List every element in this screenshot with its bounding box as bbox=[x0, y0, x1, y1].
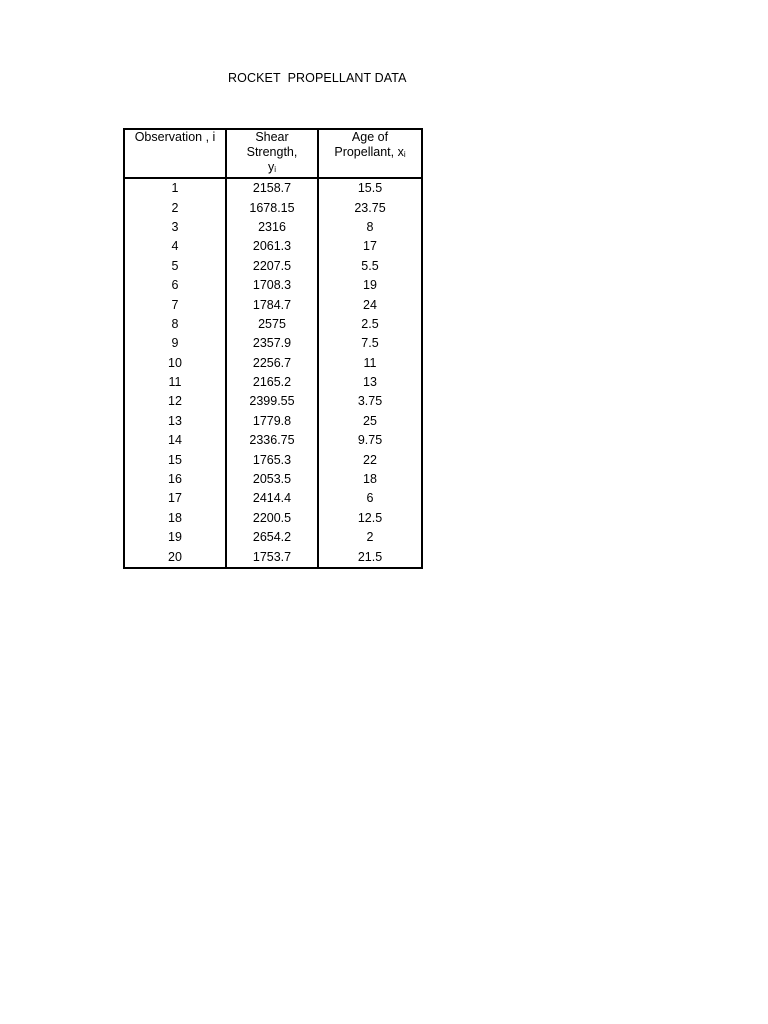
cell-observation: 1 bbox=[124, 178, 226, 198]
cell-observation: 8 bbox=[124, 315, 226, 334]
table-row bbox=[124, 509, 422, 528]
cell-age: 13 bbox=[318, 373, 422, 392]
cell-observation: 16 bbox=[124, 470, 226, 489]
cell-age: 21.5 bbox=[318, 547, 422, 567]
cell-shear-strength: 2399.55 bbox=[226, 392, 318, 411]
cell-age: 22 bbox=[318, 450, 422, 469]
table-row bbox=[124, 470, 422, 489]
header-shear-subscript: i bbox=[274, 165, 277, 174]
cell-age: 2 bbox=[318, 528, 422, 547]
table-row bbox=[124, 412, 422, 431]
cell-observation: 13 bbox=[124, 412, 226, 431]
cell-age: 19 bbox=[318, 276, 422, 295]
table-row bbox=[124, 257, 422, 276]
cell-observation: 6 bbox=[124, 276, 226, 295]
table-row bbox=[124, 489, 422, 508]
cell-age: 24 bbox=[318, 295, 422, 314]
cell-age: 3.75 bbox=[318, 392, 422, 411]
table-body bbox=[124, 178, 422, 568]
table-header-row bbox=[124, 129, 422, 178]
cell-age: 25 bbox=[318, 412, 422, 431]
header-age-label-line1: Age of bbox=[351, 130, 389, 144]
cell-age: 15.5 bbox=[318, 178, 422, 198]
cell-age: 9.75 bbox=[318, 431, 422, 450]
cell-shear-strength: 1678.15 bbox=[226, 198, 318, 217]
cell-observation: 11 bbox=[124, 373, 226, 392]
cell-observation: 14 bbox=[124, 431, 226, 450]
cell-age: 2.5 bbox=[318, 315, 422, 334]
header-observation-label: Observation , i bbox=[134, 130, 216, 144]
cell-shear-strength: 2414.4 bbox=[226, 489, 318, 508]
table-row bbox=[124, 218, 422, 237]
cell-observation: 15 bbox=[124, 450, 226, 469]
table-row bbox=[124, 295, 422, 314]
cell-observation: 18 bbox=[124, 509, 226, 528]
cell-shear-strength: 2256.7 bbox=[226, 354, 318, 373]
cell-shear-strength: 2575 bbox=[226, 315, 318, 334]
table-row bbox=[124, 315, 422, 334]
cell-shear-strength: 1784.7 bbox=[226, 295, 318, 314]
cell-observation: 20 bbox=[124, 547, 226, 567]
cell-shear-strength: 2336.75 bbox=[226, 431, 318, 450]
table-row bbox=[124, 178, 422, 198]
header-shear-var: y bbox=[267, 160, 275, 174]
table-row bbox=[124, 450, 422, 469]
propellant-data-table bbox=[123, 128, 423, 569]
header-age-subscript: i bbox=[403, 150, 406, 159]
table-row bbox=[124, 198, 422, 217]
cell-shear-strength: 2061.3 bbox=[226, 237, 318, 256]
cell-observation: 3 bbox=[124, 218, 226, 237]
cell-age: 6 bbox=[318, 489, 422, 508]
cell-age: 17 bbox=[318, 237, 422, 256]
cell-observation: 5 bbox=[124, 257, 226, 276]
cell-age: 12.5 bbox=[318, 509, 422, 528]
table-row bbox=[124, 237, 422, 256]
header-shear-strength bbox=[226, 129, 318, 178]
cell-shear-strength: 2316 bbox=[226, 218, 318, 237]
table-row bbox=[124, 276, 422, 295]
header-age-prefix: Propellant, x bbox=[334, 145, 404, 159]
cell-shear-strength: 1708.3 bbox=[226, 276, 318, 295]
table-row bbox=[124, 334, 422, 353]
cell-shear-strength: 1753.7 bbox=[226, 547, 318, 567]
cell-observation: 4 bbox=[124, 237, 226, 256]
cell-observation: 10 bbox=[124, 354, 226, 373]
table-row bbox=[124, 392, 422, 411]
header-age-label-line2 bbox=[321, 145, 419, 162]
table-row bbox=[124, 528, 422, 547]
cell-age: 5.5 bbox=[318, 257, 422, 276]
header-observation bbox=[124, 129, 226, 178]
cell-shear-strength: 2158.7 bbox=[226, 178, 318, 198]
cell-shear-strength: 2654.2 bbox=[226, 528, 318, 547]
header-shear-label: Shear Strength, bbox=[246, 130, 298, 159]
cell-age: 8 bbox=[318, 218, 422, 237]
cell-age: 11 bbox=[318, 354, 422, 373]
header-shear-symbol bbox=[229, 160, 315, 177]
header-age bbox=[318, 129, 422, 178]
cell-shear-strength: 1765.3 bbox=[226, 450, 318, 469]
cell-observation: 7 bbox=[124, 295, 226, 314]
cell-age: 7.5 bbox=[318, 334, 422, 353]
cell-age: 23.75 bbox=[318, 198, 422, 217]
cell-observation: 19 bbox=[124, 528, 226, 547]
table-row bbox=[124, 354, 422, 373]
table-row bbox=[124, 431, 422, 450]
table-row bbox=[124, 373, 422, 392]
cell-shear-strength: 2053.5 bbox=[226, 470, 318, 489]
cell-observation: 12 bbox=[124, 392, 226, 411]
cell-shear-strength: 2357.9 bbox=[226, 334, 318, 353]
document-title: ROCKET PROPELLANT DATA bbox=[228, 71, 407, 85]
cell-age: 18 bbox=[318, 470, 422, 489]
cell-shear-strength: 2200.5 bbox=[226, 509, 318, 528]
cell-observation: 9 bbox=[124, 334, 226, 353]
cell-shear-strength: 2207.5 bbox=[226, 257, 318, 276]
table-row bbox=[124, 547, 422, 567]
cell-observation: 17 bbox=[124, 489, 226, 508]
cell-shear-strength: 1779.8 bbox=[226, 412, 318, 431]
cell-shear-strength: 2165.2 bbox=[226, 373, 318, 392]
cell-observation: 2 bbox=[124, 198, 226, 217]
